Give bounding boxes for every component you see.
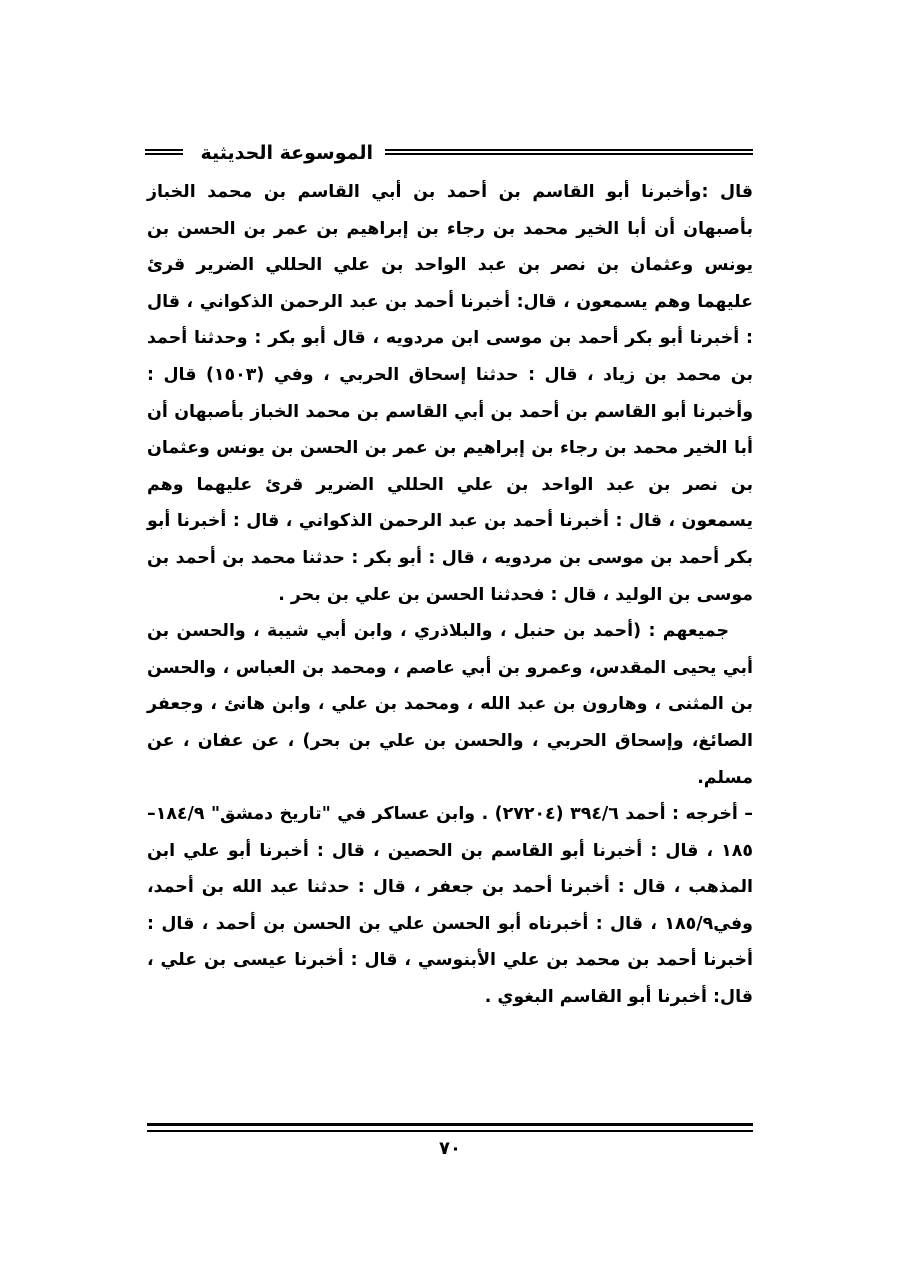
page-number: ٧٠ — [439, 1138, 461, 1159]
paragraph-isnad: قال :وأخبرنا أبو القاسم بن أحمد بن أبي القاسم بن محمد الخباز بأصبهان أن أبا الخير محمد بن رجاء بن إبراهيم بن عمر بن الحسن بن يونس وعثمان بن نصر بن عبد الواحد بن علي الحللي الضرير قرئ عليهما وهم يسمعون ، قال: أخبرنا أحمد بن عبد الرحمن الذكواني ، قال : أخبرنا أبو بكر أحمد بن موسى ابن مردويه ، قال أبو بكر : وحدثنا أحمد بن محمد بن زياد ، قال : حدثنا إسحاق الحربي ، وفي (١٥٠٣) قال : وأخبرنا أبو القاسم بن أحمد بن أبي القاسم بن محمد الخباز بأصبهان أن أبا الخير محمد بن رجاء بن إبراهيم بن عمر بن الحسن بن يونس وعثمان بن نصر بن عبد الواحد بن علي الحللي الضرير قرئ عليهما وهم يسمعون ، قال : أخبرنا أحمد بن عبد الرحمن الذكواني ، قال : أخبرنا أبو بكر أحمد بن موسى بن مردويه ، قال : أبو بكر : حدثنا محمد بن أحمد بن موسى بن الوليد ، قال : فحدثنا الحسن بن علي بن بحر . — [147, 182, 753, 605]
page-title: الموسوعة الحديثية — [200, 142, 373, 164]
paragraph-takhrij: – أخرجه : أحمد ٣٩٤/٦ (٢٧٢٠٤) . وابن عساكر في "تاريخ دمشق" ١٨٤/٩–١٨٥ ، قال : أخبرنا أبو القاسم بن الحصين ، قال : أخبرنا أبو علي ابن المذهب ، قال : أخبرنا أحمد بن جعفر ، قال : حدثنا عبد الله بن أحمد، وفي١٨٥/٩ ، قال : أخبرناه أبو الحسن علي بن الحسن بن أحمد ، قال : أخبرنا أحمد بن محمد بن علي الأبنوسي ، قال : أخبرنا عيسى بن علي ، قال: أخبرنا أبو القاسم البغوي . — [147, 804, 753, 1008]
footer-rule — [147, 1123, 753, 1132]
header-rule-left — [145, 149, 183, 155]
header-rule-right — [385, 149, 753, 155]
page-header — [145, 140, 753, 170]
paragraph-narrators: جميعهم : (أحمد بن حنبل ، والبلاذري ، وابن أبي شيبة ، والحسن بن أبي يحيى المقدس، وعمرو بن أبي عاصم ، ومحمد بن العباس ، والحسن بن المثنى ، وهارون بن عبد الله ، ومحمد بن علي ، وابن هانئ ، وجعفر الصائغ، وإسحاق الحربي ، والحسن بن علي بن بحر) ، عن عفان ، عن مسلم. — [147, 621, 753, 788]
body-text — [147, 174, 753, 1016]
